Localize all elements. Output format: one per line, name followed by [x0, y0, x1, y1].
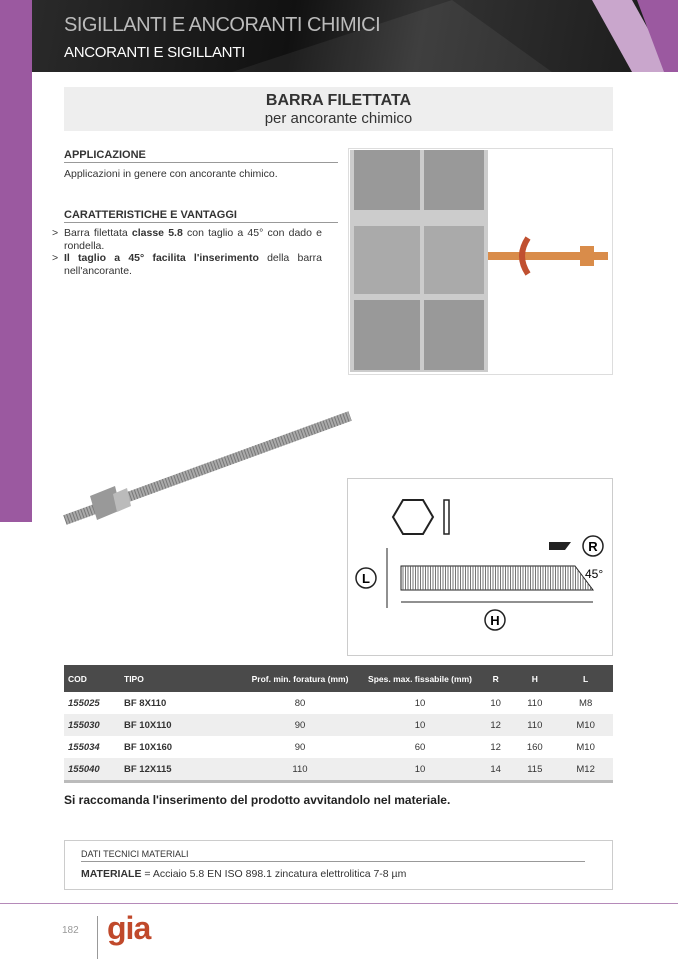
table-cell: 60 — [414, 741, 426, 753]
product-title-box — [64, 87, 613, 131]
product-subtitle: per ancorante chimico — [264, 110, 413, 127]
installation-note: Si raccomanda l'inserimento del prodotto avvitandolo nel materiale. — [64, 793, 451, 807]
product-table-wrap — [64, 665, 613, 783]
table-cell: 155034 — [68, 741, 100, 753]
table-cell: 110 — [527, 697, 543, 709]
table-cell: 110 — [511, 714, 558, 736]
table-cell: 10 — [360, 714, 480, 736]
application-heading: APPLICAZIONE — [64, 149, 338, 163]
table-cell: 90 — [294, 741, 306, 753]
page-number: 182 — [62, 925, 79, 936]
table-cell: 80 — [294, 697, 306, 709]
table-cell: 90 — [240, 714, 360, 736]
application-text: Applicazioni in genere con ancorante chimico. — [64, 168, 278, 180]
materials-box — [64, 840, 613, 890]
table-cell: 160 — [526, 741, 543, 753]
materials-text: MATERIALE = Acciaio 5.8 EN ISO 898.1 zincatura elettrolitica 7-8 µm — [81, 868, 407, 880]
table-row — [64, 736, 613, 758]
table-cell: 12 — [490, 741, 501, 753]
table-row — [64, 714, 613, 736]
col-header: Prof. min. foratura (mm) — [240, 665, 360, 692]
feature-item: > Il taglio a 45° facilita l'inserimento della barra nell'ancorante. — [52, 252, 322, 277]
h-label: H — [490, 613, 500, 628]
installation-illustration — [348, 148, 613, 375]
table-cell: BF 10X110 — [120, 714, 240, 736]
col-header: Spes. max. fissabile (mm) — [360, 665, 480, 692]
features-list — [52, 227, 338, 277]
product-table — [64, 665, 613, 780]
footer-separator — [97, 916, 98, 959]
col-header: TIPO — [120, 665, 240, 692]
subcategory-title: ANCORANTI E SIGILLANTI — [64, 44, 245, 61]
product-title: BARRA FILETTATA — [265, 92, 412, 109]
table-row — [64, 758, 613, 780]
table-cell: M12 — [558, 758, 613, 780]
table-cell: BF 10X160 — [124, 741, 173, 753]
table-cell: 10 — [490, 697, 501, 709]
table-cell: 155040 — [64, 758, 120, 780]
table-cell: 115 — [511, 758, 558, 780]
table-cell: 155025 — [68, 697, 100, 709]
category-title: SIGILLANTI E ANCORANTI CHIMICI — [64, 14, 381, 36]
col-header: L — [558, 665, 613, 692]
angle-label: 45° — [585, 567, 604, 581]
col-header: R — [480, 665, 511, 692]
col-header: COD — [64, 665, 120, 692]
footer-divider — [0, 903, 678, 904]
table-cell: BF 8X110 — [124, 697, 167, 709]
table-cell: 10 — [414, 697, 426, 709]
dimension-diagram — [347, 478, 613, 656]
threaded-rod-image — [55, 408, 360, 538]
l-label: L — [362, 571, 370, 586]
col-header: H — [511, 665, 558, 692]
table-cell: 155030 — [64, 714, 120, 736]
features-heading: CARATTERISTICHE E VANTAGGI — [64, 209, 338, 223]
features-section — [64, 209, 338, 277]
table-cell: M8 — [579, 697, 593, 709]
table-cell: 14 — [480, 758, 511, 780]
application-section — [64, 149, 338, 181]
sidebar-accent — [0, 0, 32, 522]
table-cell: M10 — [558, 714, 613, 736]
table-cell: 10 — [360, 758, 480, 780]
gia-logo: gia — [107, 910, 151, 946]
table-cell: 110 — [240, 758, 360, 780]
table-cell: 12 — [480, 714, 511, 736]
materials-heading: DATI TECNICI MATERIALI — [81, 849, 585, 862]
page-header — [32, 0, 678, 72]
r-label: R — [588, 539, 598, 554]
feature-item: > Barra filettata classe 5.8 con taglio a 45° con dado e rondella. — [52, 227, 322, 252]
table-row — [64, 692, 613, 714]
table-cell: M10 — [576, 741, 595, 753]
table-cell: BF 12X115 — [120, 758, 240, 780]
